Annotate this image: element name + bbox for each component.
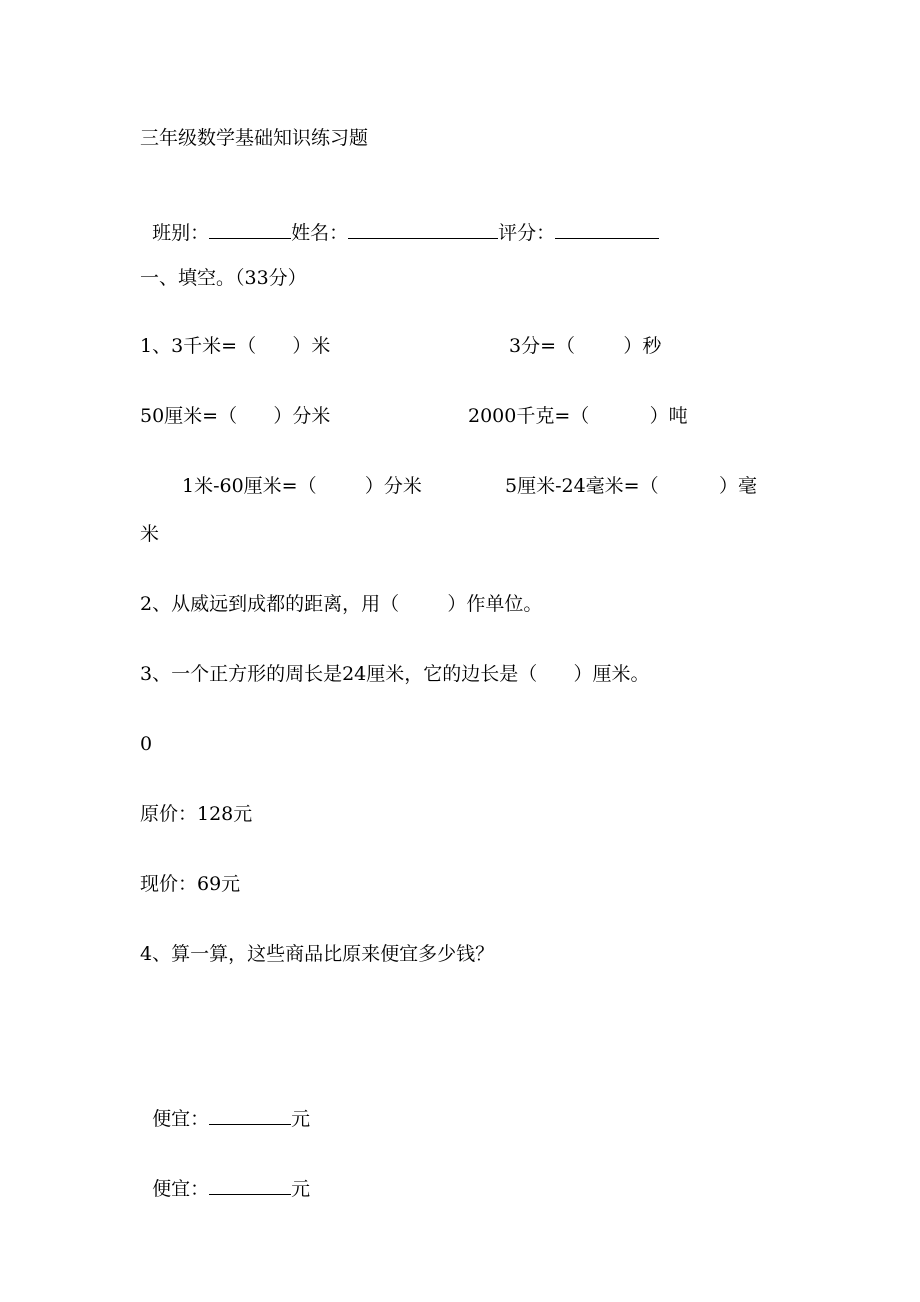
cheaper-label: 便宜：: [152, 1108, 210, 1130]
class-label: 班别：: [152, 222, 210, 244]
question-3: 3、一个正方形的周长是24厘米，它的边长是（ ）厘米。: [140, 663, 650, 685]
name-blank[interactable]: [348, 220, 498, 239]
page-title: 三年级数学基础知识练习题: [140, 127, 369, 149]
original-price: 原价：128元: [140, 803, 253, 825]
question-4: 4、算一算，这些商品比原来便宜多少钱？: [140, 943, 495, 965]
cheaper-row-1: [140, 1082, 310, 1131]
name-label: 姓名：: [291, 222, 349, 244]
cheaper-blank[interactable]: [209, 1176, 291, 1195]
q1-row2-right: 2000千克=（ ）吨: [468, 405, 688, 427]
q1-row3-left: 1米-60厘米=（ ）分米: [182, 475, 422, 497]
cheaper-row-2: [140, 1152, 310, 1201]
question-2: 2、从威远到成都的距离，用（ ）作单位。: [140, 593, 543, 615]
q1-row3-wrap: 米: [140, 523, 160, 545]
score-label: 评分：: [498, 222, 556, 244]
cheaper-blank[interactable]: [209, 1106, 291, 1125]
score-blank[interactable]: [555, 220, 659, 239]
cheaper-label: 便宜：: [152, 1178, 210, 1200]
class-blank[interactable]: [209, 220, 291, 239]
q1-row3-right: 5厘米-24毫米=（ ）毫: [505, 475, 758, 497]
cheaper-unit: 元: [291, 1108, 311, 1130]
q1-row1-left: 1、3千米=（ ）米: [140, 335, 331, 357]
cheaper-unit: 元: [291, 1178, 311, 1200]
current-price: 现价：69元: [140, 873, 241, 895]
q1-row1-right: 3分=（ ）秒: [509, 335, 662, 357]
student-info-row: [140, 196, 659, 245]
section-heading: 一、填空。（33分）: [140, 267, 307, 289]
stray-zero: 0: [140, 733, 153, 755]
q1-row2-left: 50厘米=（ ）分米: [140, 405, 331, 427]
